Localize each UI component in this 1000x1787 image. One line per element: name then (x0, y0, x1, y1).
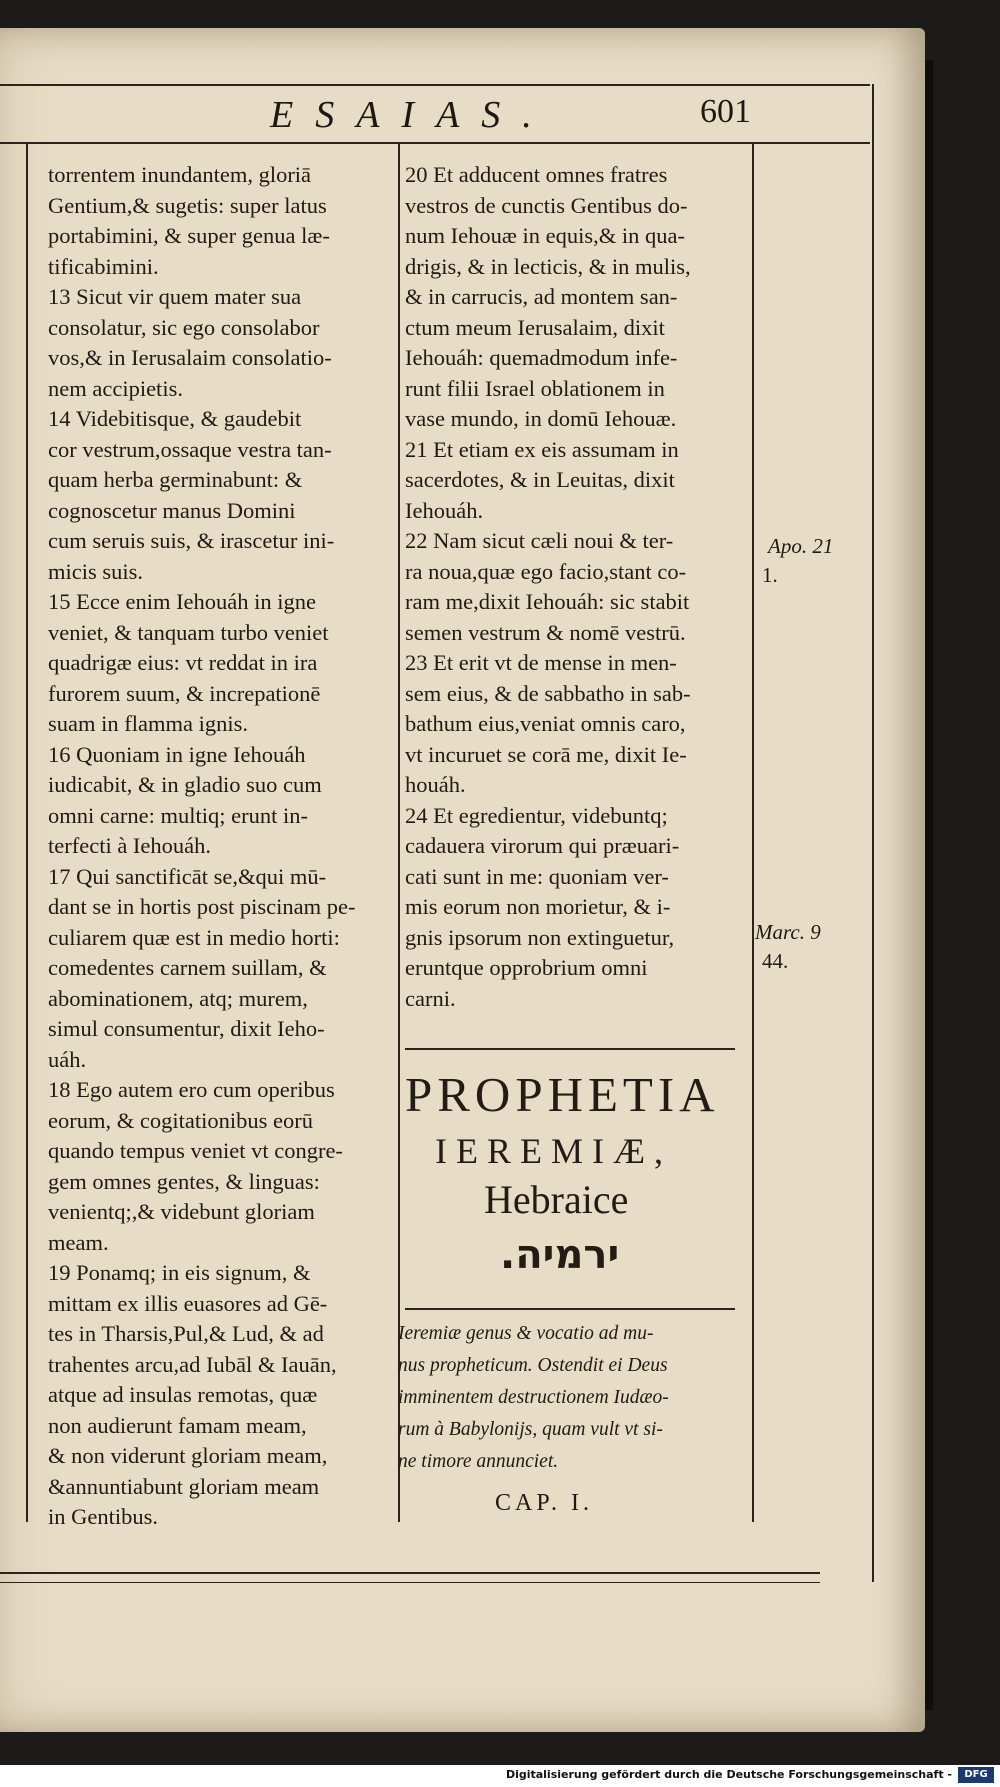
text-line: non audierunt famam meam, (48, 1412, 307, 1438)
text-line: sacerdotes, & in Leuitas, dixit (405, 467, 675, 492)
text-line: & non viderunt gloriam meam, (48, 1443, 328, 1468)
text-line: 23 Et erit vt de mense in men- (405, 650, 677, 675)
heading-prophetia: PROPHETIA (405, 1067, 720, 1122)
text-line: runt filii Israel oblationem in (405, 375, 665, 401)
text-line: vase mundo, in domū Iehouæ. (405, 406, 677, 431)
left-column-text (48, 160, 393, 1533)
text-line: iudicabit, & in gladio suo cum (48, 772, 322, 797)
text-line: num Iehouæ in equis,& in qua- (405, 223, 685, 248)
text-line: bathum eius,veniat omnis caro, (405, 711, 686, 736)
text-line: dant se in hortis post piscinam pe- (48, 894, 356, 919)
text-line: Iehouáh: quemadmodum infe- (405, 345, 678, 370)
text-line: 24 Et egredientur, videbuntq; (405, 802, 668, 828)
text-line: 15 Ecce enim Iehouáh in igne (48, 589, 317, 614)
text-line: houáh. (405, 772, 466, 797)
heading-hebrew: ירמיה. (500, 1232, 620, 1278)
text-line: 13 Sicut vir quem mater sua (48, 284, 302, 309)
column-divider-rule (398, 142, 400, 1522)
page-number: 601 (700, 93, 751, 130)
text-line: culiarem quæ est in medio horti: (48, 924, 340, 950)
page-edge (925, 60, 933, 1710)
text-line: consolatur, sic ego consolabor (48, 314, 320, 340)
text-line: & in carrucis, ad montem san- (405, 284, 678, 309)
margin-note-marcus-verse: 44. (762, 949, 789, 973)
text-line: cognoscetur manus Domini (48, 497, 296, 523)
text-line: veniet, & tanquam turbo veniet (48, 619, 329, 645)
text-line: carni. (405, 985, 456, 1011)
summary-line: Ieremiæ genus & vocatio ad mu- (398, 1323, 654, 1344)
left-border-rule (26, 142, 28, 1522)
text-line: suam in flamma ignis. (48, 711, 248, 736)
text-line: ra noua,quæ ego facio,stant co- (405, 558, 687, 584)
text-line: trahentes arcu,ad Iubāl & Iauān, (48, 1351, 337, 1377)
chapter-heading: CAP. I. (495, 1490, 594, 1516)
text-line: sem eius, & de sabbatho in sab- (405, 680, 691, 706)
text-line: micis suis. (48, 558, 144, 584)
heading-hebraice: Hebraice (484, 1177, 629, 1222)
text-line: tificabimini. (48, 253, 159, 279)
right-border-rule (872, 84, 874, 1582)
text-line: abominationem, atq; murem, (48, 985, 308, 1011)
text-line: cati sunt in me: quoniam ver- (405, 863, 669, 889)
text-line: &annuntiabunt gloriam meam (48, 1473, 320, 1499)
text-line: 17 Qui sanctificāt se,&qui mū- (48, 863, 327, 889)
text-line: uáh. (48, 1046, 87, 1072)
running-head: ESAIAS. (270, 94, 554, 136)
text-line: mis eorum non morietur, & i- (405, 894, 671, 919)
dfg-logo: DFG (958, 1767, 994, 1783)
text-line: omni carne: multiq; erunt in- (48, 802, 308, 828)
text-line: 14 Videbitisque, & gaudebit (48, 406, 302, 431)
bottom-rule (0, 1572, 820, 1574)
text-line: in Gentibus. (48, 1504, 158, 1529)
header-rule-bottom (0, 142, 870, 144)
text-line: cum seruis suis, & irascetur ini- (48, 528, 335, 553)
text-line: 20 Et adducent omnes fratres (405, 162, 668, 187)
text-line: terfecti à Iehouáh. (48, 833, 212, 858)
summary-line: imminentem destructionem Iudæo- (398, 1387, 669, 1408)
text-line: vestros de cunctis Gentibus do- (405, 192, 688, 218)
text-line: ctum meum Ierusalaim, dixit (405, 314, 665, 340)
text-line: quadrigæ eius: vt reddat in ira (48, 650, 318, 675)
text-line: 19 Ponamq; in eis signum, & (48, 1260, 311, 1285)
section-rule-bottom (405, 1308, 735, 1310)
text-line: eruntque opprobrium omni (405, 955, 648, 980)
summary-line: nus propheticum. Ostendit ei Deus (398, 1355, 668, 1376)
text-line: eorum, & cogitationibus eorū (48, 1107, 313, 1133)
margin-note-apocalypse: Apo. 21 (768, 534, 834, 558)
footer-credit: Digitalisierung gefördert durch die Deutsche Forschungsgemeinschaft - (505, 1768, 952, 1781)
text-line: mittam ex illis euasores ad Gē- (48, 1290, 328, 1316)
text-line: nem accipietis. (48, 375, 183, 401)
text-line: portabimini, & super genua læ- (48, 223, 330, 248)
text-line: simul consumentur, dixit Ieho- (48, 1016, 325, 1041)
text-line: gnis ipsorum non extinguetur, (405, 924, 675, 950)
text-line: cadauera virorum qui præuari- (405, 833, 680, 858)
text-line: Iehouáh. (405, 497, 484, 523)
text-line: cor vestrum,ossaque vestra tan- (48, 436, 332, 462)
right-column-text (405, 160, 755, 1014)
text-line: comedentes carnem suillam, & (48, 955, 327, 980)
text-line: vos,& in Ierusalaim consolatio- (48, 345, 332, 370)
section-rule-top (405, 1048, 735, 1050)
text-line: 16 Quoniam in igne Iehouáh (48, 741, 306, 767)
text-line: 18 Ego autem ero cum operibus (48, 1077, 335, 1102)
chapter-summary (398, 1318, 743, 1478)
summary-line: rum à Babylonijs, quam vult vt si- (398, 1419, 663, 1440)
text-line: meam. (48, 1229, 109, 1255)
text-line: ram me,dixit Iehouáh: sic stabit (405, 589, 690, 614)
margin-note-apocalypse-verse: 1. (762, 563, 778, 587)
text-line: quam herba germinabunt: & (48, 467, 303, 492)
bottom-rule-secondary (0, 1582, 820, 1583)
text-line: gem omnes gentes, & linguas: (48, 1168, 320, 1194)
margin-note-marcus: Marc. 9 (755, 920, 821, 944)
text-line: quando tempus veniet vt congre- (48, 1138, 343, 1163)
text-line: vt incuruet se corā me, dixit Ie- (405, 741, 687, 767)
text-line: 21 Et etiam ex eis assumam in (405, 436, 679, 462)
text-line: drigis, & in lecticis, & in mulis, (405, 253, 691, 279)
text-line: venientq;,& videbunt gloriam (48, 1199, 315, 1224)
text-line: atque ad insulas remotas, quæ (48, 1382, 318, 1407)
summary-line: ne timore annunciet. (398, 1451, 559, 1472)
text-line: torrentem inundantem, gloriā (48, 162, 312, 187)
text-line: tes in Tharsis,Pul,& Lud, & ad (48, 1321, 324, 1346)
text-line: 22 Nam sicut cæli noui & ter- (405, 528, 674, 553)
text-line: furorem suum, & increpationē (48, 680, 321, 706)
header-rule-top (0, 84, 870, 86)
text-line: Gentium,& sugetis: super latus (48, 192, 327, 218)
heading-ieremiae: IEREMIÆ, (435, 1131, 672, 1171)
text-line: semen vestrum & nomē vestrū. (405, 619, 686, 645)
